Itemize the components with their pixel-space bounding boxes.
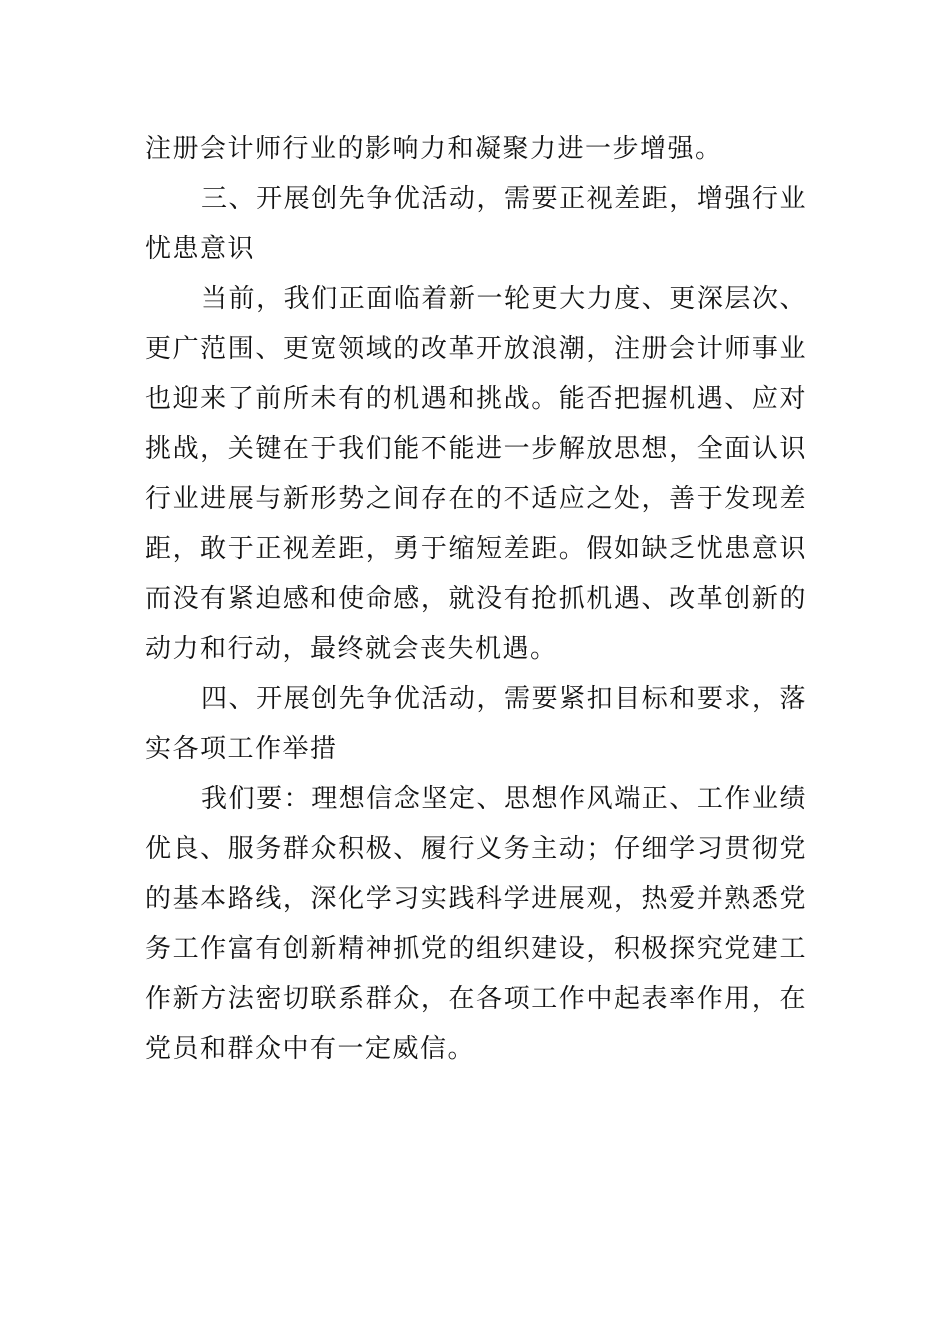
- section-heading-3: 三、开展创先争优活动，需要正视差距，增强行业忧患意识: [145, 184, 807, 264]
- section-heading-4: 四、开展创先争优活动，需要紧扣目标和要求，落实各项工作举措: [145, 684, 807, 764]
- paragraph-continuation: 注册会计师行业的影响力和凝聚力进一步增强。: [145, 134, 723, 164]
- paragraph-body: 当前，我们正面临着新一轮更大力度、更深层次、更广范围、更宽领域的改革开放浪潮，注册会计师事业也迎来了前所未有的机遇和挑战。能否把握机遇、应对挑战，关键在于我们能不能进一步解放思想，全面认识行业进展与新形势之间存在的不适应之处，善于发现差距，敢于正视差距，勇于缩短差距。假如缺乏忧患意识而没有紧迫感和使命感，就没有抢抓机遇、改革创新的动力和行动，最终就会丧失机遇。: [145, 284, 807, 664]
- paragraph-body: 我们要：理想信念坚定、思想作风端正、工作业绩优良、服务群众积极、履行义务主动；仔细学习贯彻党的基本路线，深化学习实践科学进展观，热爱并熟悉党务工作富有创新精神抓党的组织建设，积极探究党建工作新方法密切联系群众，在各项工作中起表率作用，在党员和群众中有一定威信。: [145, 784, 807, 1064]
- document-body: [145, 124, 807, 1074]
